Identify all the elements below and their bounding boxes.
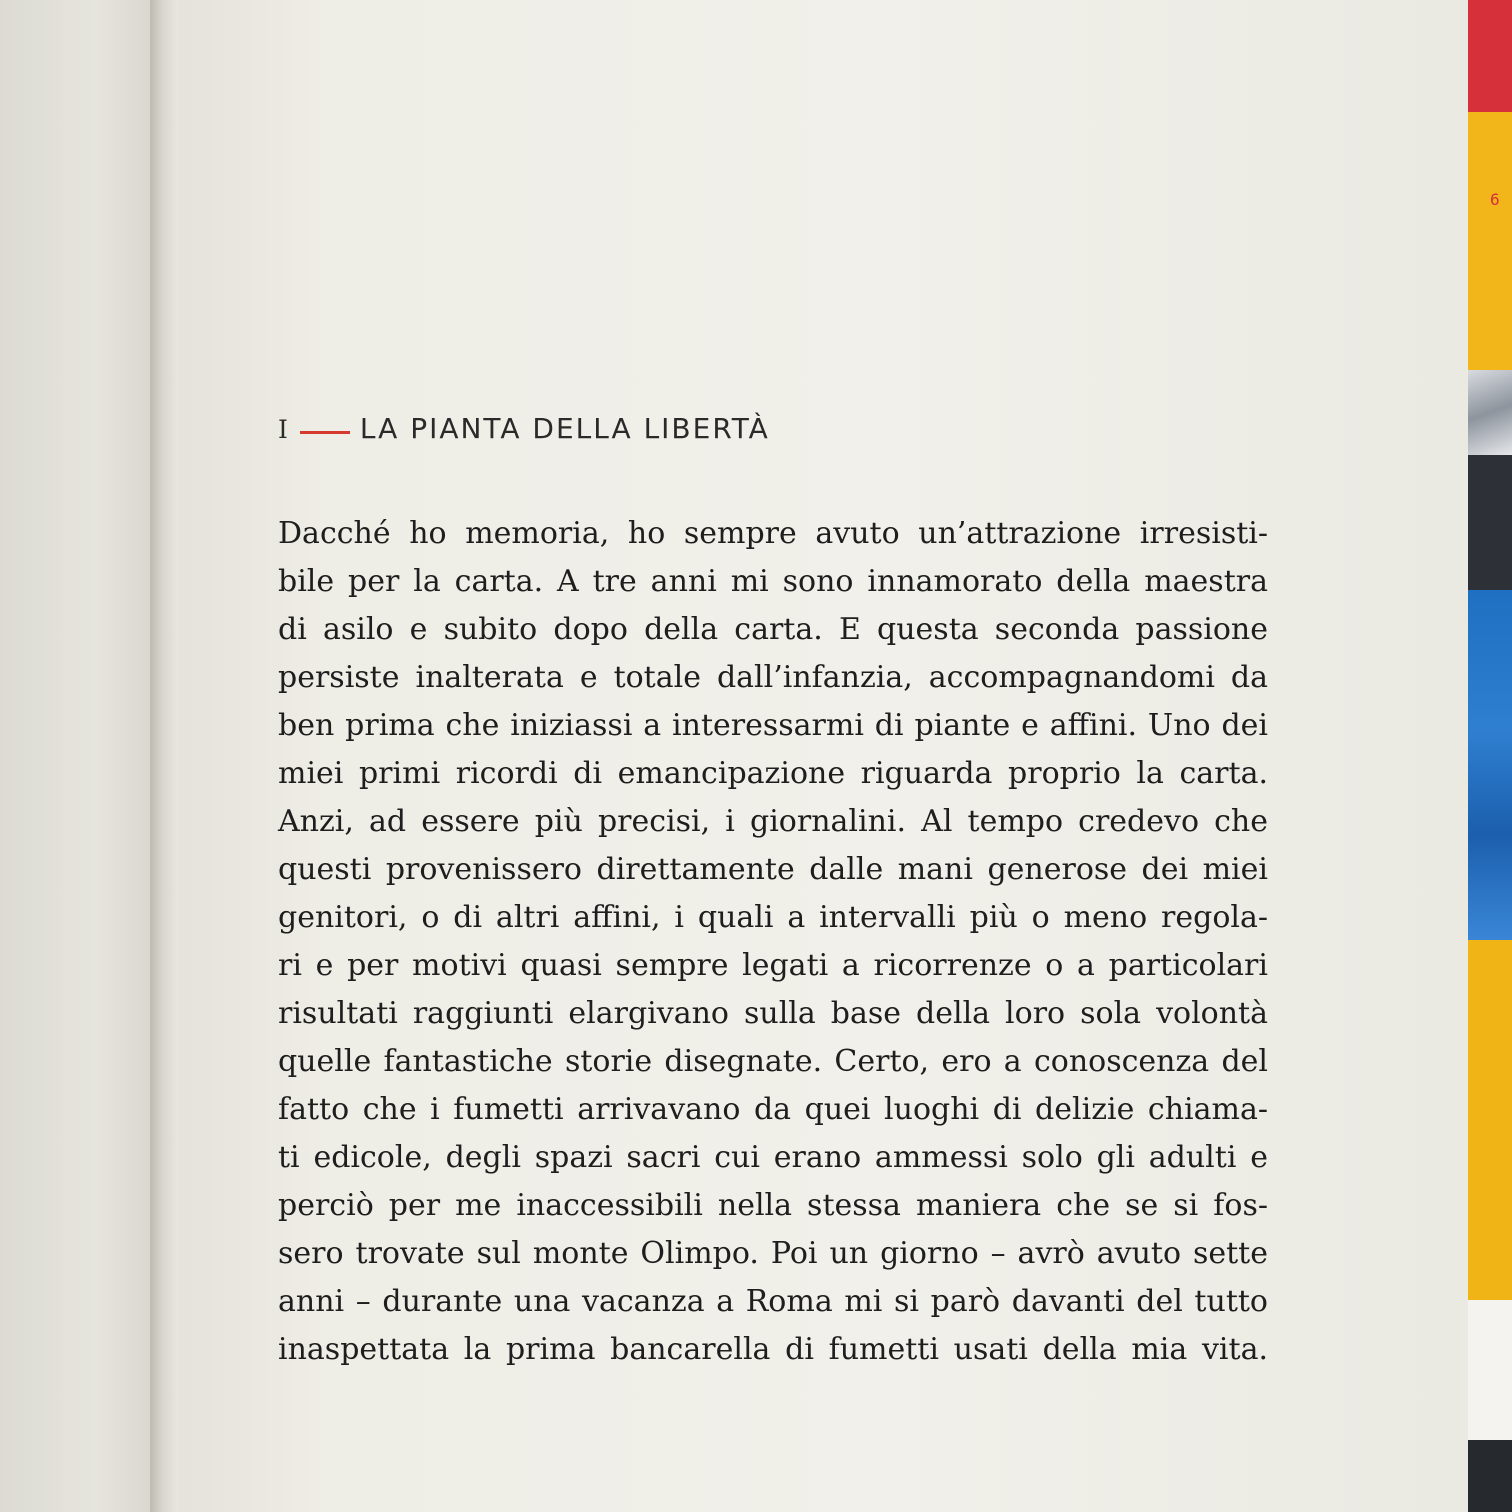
text-line: miei primi ricordi di emancipazione riguarda proprio la carta. (278, 756, 1268, 791)
text-line: persiste inalterata e totale dall’infanzia, accompagnandomi da (278, 660, 1268, 695)
cover-strip-dark (1468, 455, 1512, 590)
left-page (0, 0, 160, 1512)
chapter-title: LA PIANTA DELLA LIBERTÀ (359, 412, 770, 445)
text-line: ben prima che iniziassi a interessarmi di piante e affini. Uno dei (278, 708, 1268, 743)
text-line: ti edicole, degli spazi sacri cui erano ammessi solo gli adulti e (278, 1140, 1268, 1175)
book-gutter (150, 0, 178, 1512)
text-line: bile per la carta. A tre anni mi sono innamorato della maestra (278, 564, 1268, 599)
cover-strip-grey (1468, 370, 1512, 455)
text-line: inaspettata la prima bancarella di fumetti usati della mia vita. (278, 1332, 1268, 1367)
cover-strip-yellow-lower (1468, 940, 1512, 1300)
cover-strip-red (1468, 0, 1512, 112)
text-line: fatto che i fumetti arrivavano da quei luoghi di delizie chiama- (278, 1092, 1268, 1127)
heading-rule (300, 431, 350, 434)
cover-strip-yellow (1468, 112, 1512, 370)
body-text (278, 510, 1268, 1374)
text-line: Dacché ho memoria, ho sempre avuto un’attrazione irresisti- (278, 516, 1268, 551)
chapter-number: I (278, 415, 288, 444)
cover-strip-dark-bottom (1468, 1440, 1512, 1512)
text-line: perciò per me inaccessibili nella stessa maniera che se si fos- (278, 1188, 1268, 1223)
chapter-heading (278, 412, 770, 456)
text-line: risultati raggiunti elargivano sulla base della loro sola volontà (278, 996, 1268, 1031)
text-line: Anzi, ad essere più precisi, i giornalini. Al tempo credevo che (278, 804, 1268, 839)
text-line: sero trovate sul monte Olimpo. Poi un giorno – avrò avuto sette (278, 1236, 1268, 1271)
text-line: quelle fantastiche storie disegnate. Certo, ero a conoscenza del (278, 1044, 1268, 1079)
cover-edge (1468, 0, 1512, 1512)
text-line: ri e per motivi quasi sempre legati a ricorrenze o a particolari (278, 948, 1268, 983)
text-line: anni – durante una vacanza a Roma mi si parò davanti del tutto (278, 1284, 1268, 1319)
text-line: di asilo e subito dopo della carta. E questa seconda passione (278, 612, 1268, 647)
text-line: genitori, o di altri affini, i quali a intervalli più o meno regola- (278, 900, 1268, 935)
cover-strip-white (1468, 1300, 1512, 1440)
cover-strip-blue (1468, 590, 1512, 940)
cover-mark: 6 (1490, 190, 1500, 209)
text-line: questi provenissero direttamente dalle mani generose dei miei (278, 852, 1268, 887)
